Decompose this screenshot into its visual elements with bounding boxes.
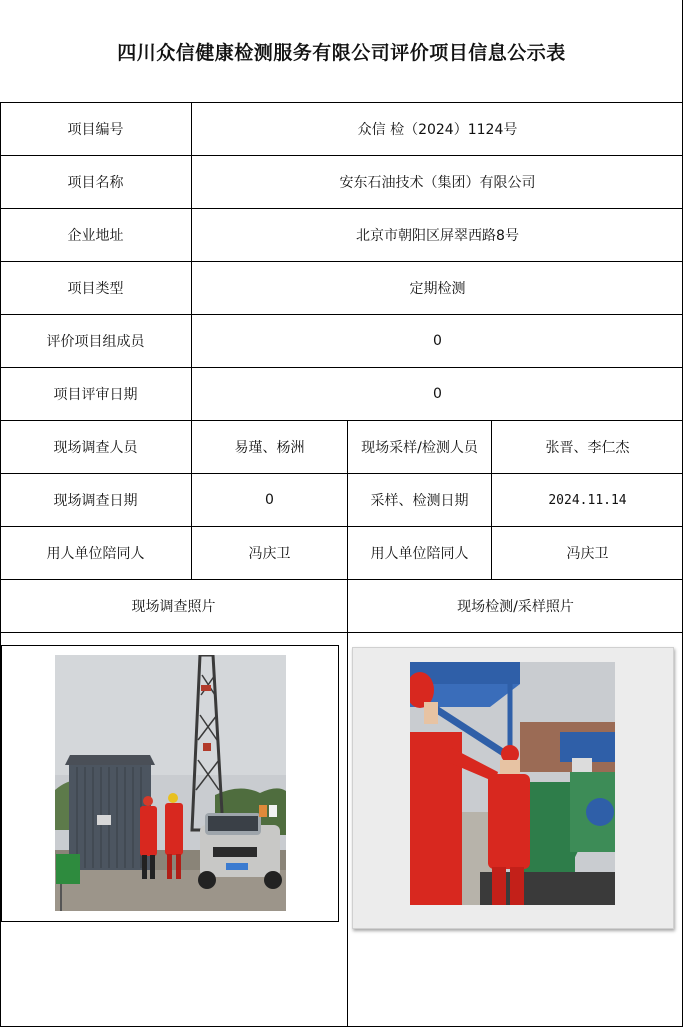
sampling-photo-frame [352,647,674,929]
row-divider [0,632,683,633]
label-escort-2: 用人单位陪同人 [370,546,469,562]
label-sampling-date: 采样、检测日期 [370,493,469,509]
value-survey-date: 0 [265,492,274,508]
value-sampling-date: 2024.11.14 [548,492,627,508]
value-sampling-staff: 张晋、李仁杰 [545,440,630,456]
value-review-date: 0 [433,386,442,402]
label-company-address: 企业地址 [67,228,124,244]
value-team-members: 0 [433,333,442,349]
value-project-type: 定期检测 [409,281,466,297]
label-project-type: 项目类型 [67,281,124,297]
page-title: 四川众信健康检测服务有限公司评价项目信息公示表 [117,41,566,64]
label-escort-1: 用人单位陪同人 [46,546,145,562]
label-project-number: 项目编号 [67,122,124,138]
label-project-name: 项目名称 [67,175,124,191]
survey-photo-frame [1,645,339,922]
value-project-name: 安东石油技术（集团）有限公司 [339,175,536,191]
value-project-number: 众信 检（2024）1124号 [357,122,518,138]
survey-photo [55,655,286,911]
label-review-date: 项目评审日期 [53,387,138,403]
sampling-photo [410,662,615,905]
label-survey-staff: 现场调查人员 [53,440,138,456]
survey-photo-header: 现场调查照片 [131,599,216,615]
sampling-photo-header: 现场检测/采样照片 [457,599,574,615]
label-team-members: 评价项目组成员 [46,334,145,350]
value-escort-2: 冯庆卫 [566,546,609,562]
value-company-address: 北京市朝阳区屏翠西路8号 [356,228,519,244]
label-sampling-staff: 现场采样/检测人员 [361,440,478,456]
value-survey-staff: 易瑾、杨洲 [234,440,305,456]
value-escort-1: 冯庆卫 [248,546,291,562]
label-survey-date: 现场调查日期 [53,493,138,509]
